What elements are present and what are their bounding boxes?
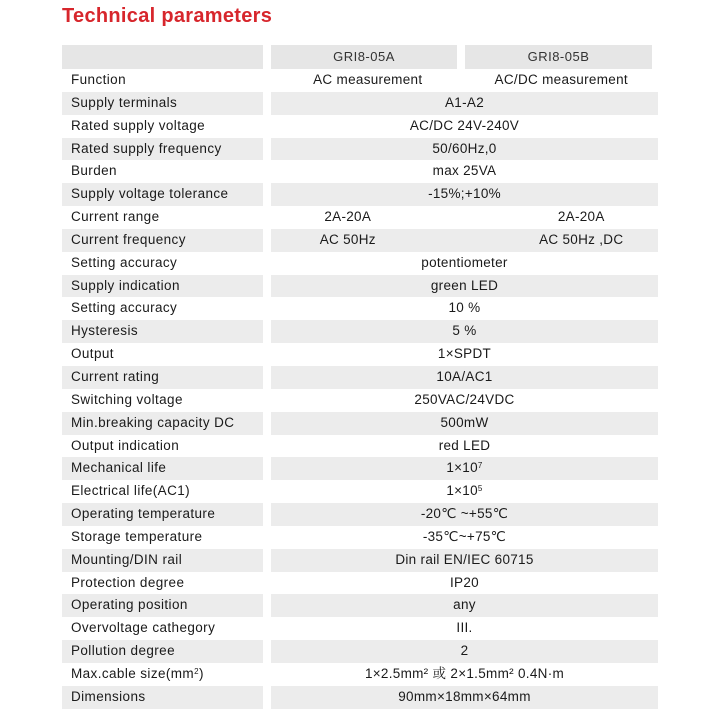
header-blank-cell bbox=[62, 45, 263, 69]
row-value: 90mm×18mm×64mm bbox=[271, 686, 658, 709]
row-label: Output indication bbox=[62, 435, 263, 458]
table-row bbox=[62, 526, 658, 549]
table-row bbox=[62, 594, 658, 617]
table-row bbox=[62, 160, 658, 183]
row-label: Rated supply voltage bbox=[62, 115, 263, 138]
row-value: 500mW bbox=[271, 412, 658, 435]
column-header-b: GRI8-05B bbox=[465, 45, 652, 69]
row-label: Function bbox=[62, 69, 263, 92]
table-row bbox=[62, 435, 658, 458]
row-value: 5 % bbox=[271, 320, 658, 343]
row-label: Overvoltage cathegory bbox=[62, 617, 263, 640]
value-gri8-05b: AC/DC measurement bbox=[494, 72, 628, 87]
table-row bbox=[62, 297, 658, 320]
row-value: $1\times 10^7$ bbox=[271, 457, 658, 480]
row-value: max 25VA bbox=[271, 160, 658, 183]
value-gri8-05a: AC measurement bbox=[313, 72, 423, 87]
row-value bbox=[271, 206, 658, 229]
table-row bbox=[62, 92, 658, 115]
table-row bbox=[62, 343, 658, 366]
row-value: A1-A2 bbox=[271, 92, 658, 115]
row-value: 50/60Hz,0 bbox=[271, 138, 658, 161]
row-label: Supply indication bbox=[62, 275, 263, 298]
row-label: Operating position bbox=[62, 594, 263, 617]
row-label: Hysteresis bbox=[62, 320, 263, 343]
page-title: Technical parameters bbox=[62, 5, 273, 27]
table-row bbox=[62, 389, 658, 412]
row-value bbox=[271, 69, 658, 92]
row-value: IP20 bbox=[271, 572, 658, 595]
table-row bbox=[62, 640, 658, 663]
row-label: Min.breaking capacity DC bbox=[62, 412, 263, 435]
table-row bbox=[62, 572, 658, 595]
table-row bbox=[62, 457, 658, 480]
table-row bbox=[62, 366, 658, 389]
table-body bbox=[62, 69, 658, 709]
row-value: Din rail EN/IEC 60715 bbox=[271, 549, 658, 572]
value-gri8-05a: 2A-20A bbox=[324, 209, 372, 225]
row-value: -35℃~+75℃ bbox=[271, 526, 658, 549]
row-label: Max.cable $size(mm^2)$ bbox=[62, 663, 263, 686]
table-row bbox=[62, 183, 658, 206]
row-label: Current range bbox=[62, 206, 263, 229]
row-value: red LED bbox=[271, 435, 658, 458]
row-value: 10A/AC1 bbox=[271, 366, 658, 389]
row-value: AC/DC 24V-240V bbox=[271, 115, 658, 138]
row-label: Protection degree bbox=[62, 572, 263, 595]
table-row bbox=[62, 663, 658, 686]
row-label: Operating temperature bbox=[62, 503, 263, 526]
row-label: Supply voltage tolerance bbox=[62, 183, 263, 206]
row-label: Dimensions bbox=[62, 686, 263, 709]
value-gri8-05a: AC 50Hz bbox=[319, 231, 376, 247]
row-label: Output bbox=[62, 343, 263, 366]
table-header bbox=[62, 45, 658, 69]
row-label: Setting accuracy bbox=[62, 297, 263, 320]
table-row bbox=[62, 320, 658, 343]
value-gri8-05b: 2A-20A bbox=[557, 209, 605, 225]
row-label: Pollution degree bbox=[62, 640, 263, 663]
column-header-a: GRI8-05A bbox=[271, 45, 457, 69]
row-value: III. bbox=[271, 617, 658, 640]
table-row bbox=[62, 138, 658, 161]
row-label: Supply terminals bbox=[62, 92, 263, 115]
row-value: 10 % bbox=[271, 297, 658, 320]
row-value: any bbox=[271, 594, 658, 617]
row-value: $1\times 10^5$ bbox=[271, 480, 658, 503]
table-row bbox=[62, 480, 658, 503]
row-value: 1×SPDT bbox=[271, 343, 658, 366]
row-label: Electrical life(AC1) bbox=[62, 480, 263, 503]
row-label: Burden bbox=[62, 160, 263, 183]
row-value: 250VAC/24VDC bbox=[271, 389, 658, 412]
row-value: -20℃ ~+55℃ bbox=[271, 503, 658, 526]
row-label: Mounting/DIN rail bbox=[62, 549, 263, 572]
row-label: Switching voltage bbox=[62, 389, 263, 412]
row-value: 1×2.5mm² 或 2×1.5mm² 0.4N·m bbox=[271, 663, 658, 686]
spec-table bbox=[62, 45, 658, 709]
value-gri8-05b: AC 50Hz ,DC bbox=[539, 231, 624, 247]
row-label: Setting accuracy bbox=[62, 252, 263, 275]
table-row bbox=[62, 229, 658, 252]
table-row bbox=[62, 275, 658, 298]
table-row bbox=[62, 206, 658, 229]
table-row bbox=[62, 412, 658, 435]
table-row bbox=[62, 115, 658, 138]
row-value: -15%;+10% bbox=[271, 183, 658, 206]
row-label: Mechanical life bbox=[62, 457, 263, 480]
table-row bbox=[62, 549, 658, 572]
table-row bbox=[62, 252, 658, 275]
row-value: 2 bbox=[271, 640, 658, 663]
table-row bbox=[62, 617, 658, 640]
row-value bbox=[271, 229, 658, 252]
row-label: Rated supply frequency bbox=[62, 138, 263, 161]
row-label: Current frequency bbox=[62, 229, 263, 252]
table-row bbox=[62, 503, 658, 526]
row-label: Current rating bbox=[62, 366, 263, 389]
table-row bbox=[62, 686, 658, 709]
row-value: green LED bbox=[271, 275, 658, 298]
table-row bbox=[62, 69, 658, 92]
row-label: Storage temperature bbox=[62, 526, 263, 549]
row-value: potentiometer bbox=[271, 252, 658, 275]
